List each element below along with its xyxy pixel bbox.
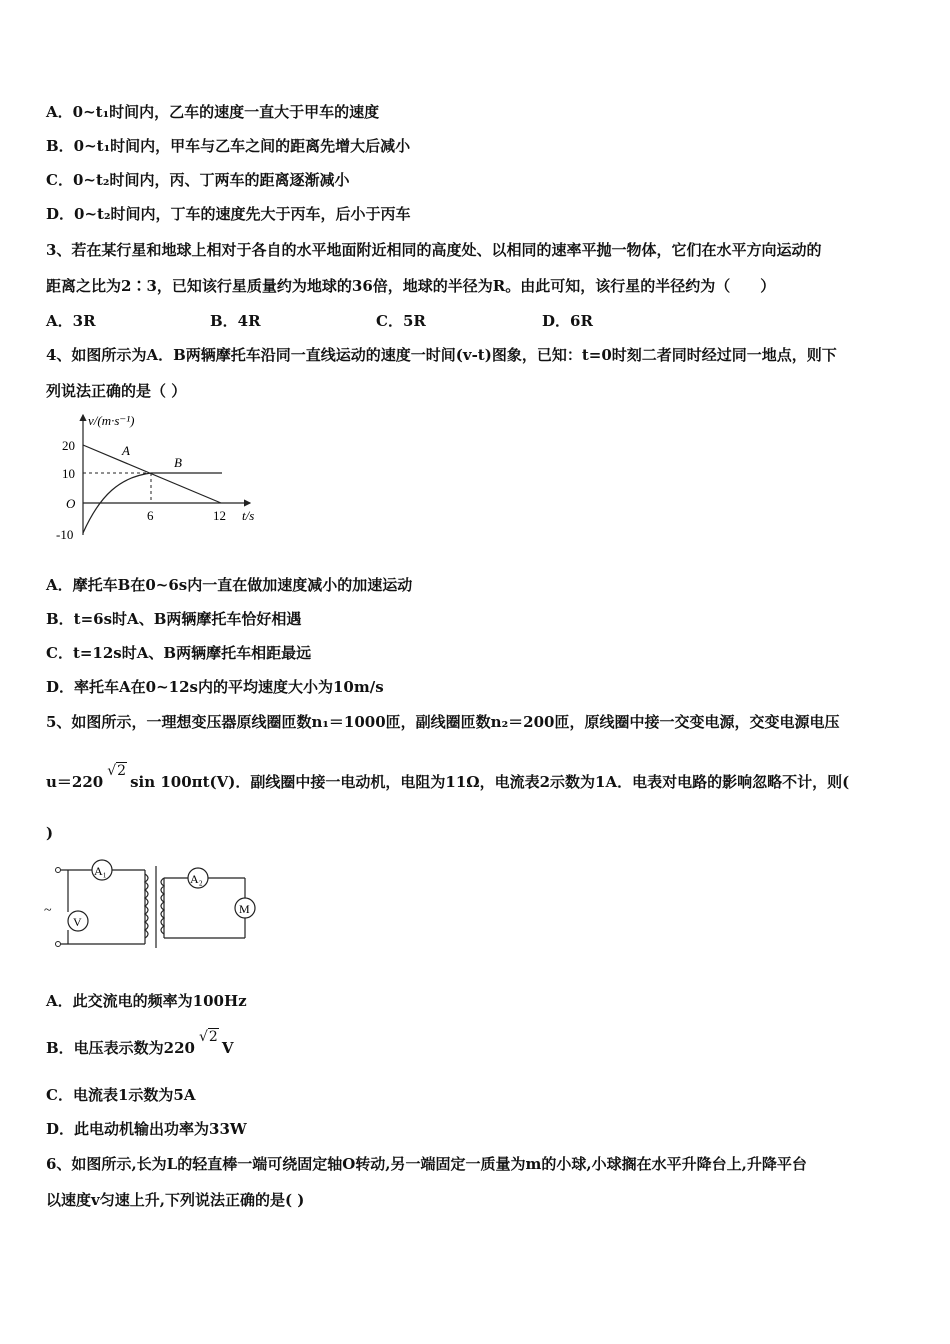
q3-stem-line1: 3、若在某行星和地球上相对于各自的水平地面附近相同的高度处、以相同的速率平抛一物体，它们在水平方向运动的 bbox=[46, 241, 822, 259]
q4-option-d: D．率托车A在0~12s内的平均速度大小为10m/s bbox=[46, 678, 384, 696]
motor-label: M bbox=[239, 902, 250, 916]
sqrt-radicand: 2 bbox=[117, 763, 127, 779]
graph-tick-20: 20 bbox=[62, 438, 75, 453]
ammeter2-label: A₂ bbox=[190, 872, 203, 886]
q5-stem-line1: 5、如图所示，一理想变压器原线圈匝数n₁＝1000匝，副线圈匝数n₂＝200匝，原线圈中接一交变电源，交变电源电压 bbox=[46, 713, 840, 731]
q5-option-a: A．此交流电的频率为100Hz bbox=[46, 992, 247, 1010]
graph-y-label: v/(m·s⁻¹) bbox=[88, 413, 135, 428]
ammeter1-label: A₁ bbox=[94, 864, 107, 878]
q3-option-a: A．3R bbox=[46, 312, 96, 330]
q5-voltage-rest: sin 100πt(V)．副线圈中接一电动机，电阻为11Ω，电流表2示数为1A．电表对电路的影响忽略不计，则( bbox=[130, 773, 850, 791]
vt-graph bbox=[50, 405, 270, 555]
q5-stem-line2 bbox=[46, 763, 850, 793]
graph-tick-12: 12 bbox=[213, 508, 226, 523]
sqrt-symbol: √2 bbox=[107, 763, 127, 779]
q5-option-d: D．此电动机输出功率为33W bbox=[46, 1120, 247, 1138]
transformer-circuit bbox=[40, 852, 270, 957]
q4-stem-line2: 列说法正确的是（ ） bbox=[46, 382, 187, 400]
q4-option-b: B．t=6s时A、B两辆摩托车恰好相遇 bbox=[46, 610, 302, 628]
q6-stem-line1: 6、如图所示,长为L的轻直棒一端可绕固定轴O转动,另一端固定一质量为m的小球,小球搁在水平升降台上,升降平台 bbox=[46, 1155, 807, 1173]
prev-option-c: C．0~t₂时间内，丙、丁两车的距离逐渐减小 bbox=[46, 171, 350, 189]
q3-option-d: D．6R bbox=[542, 312, 593, 330]
q4-option-c: C．t=12s时A、B两辆摩托车相距最远 bbox=[46, 644, 312, 662]
q5-option-c: C．电流表1示数为5A bbox=[46, 1086, 196, 1104]
graph-x-label: t/s bbox=[242, 508, 255, 523]
sqrt-radicand: 2 bbox=[208, 1029, 218, 1045]
q4-option-a: A．摩托车B在0~6s内一直在做加速度减小的加速运动 bbox=[46, 576, 413, 594]
graph-tick-10: 10 bbox=[62, 466, 75, 481]
q3-stem-line2: 距离之比为2∶3，已知该行星质量约为地球的36倍，地球的半径为R。由此可知，该行星的半径约为（ ） bbox=[46, 277, 776, 295]
line-a bbox=[83, 445, 221, 503]
graph-label-a: A bbox=[122, 443, 130, 458]
graph-tick-neg10: -10 bbox=[56, 527, 74, 542]
graph-tick-6: 6 bbox=[147, 508, 154, 523]
q5-option-b-prefix: B．电压表示数为220 bbox=[46, 1039, 195, 1057]
q6-stem-line2: 以速度v匀速上升,下列说法正确的是( ) bbox=[46, 1191, 305, 1209]
prev-option-b: B．0~t₁时间内，甲车与乙车之间的距离先增大后减小 bbox=[46, 137, 411, 155]
voltmeter-label: V bbox=[73, 915, 82, 929]
q5-option-b bbox=[46, 1029, 234, 1059]
sqrt-symbol: √2 bbox=[199, 1029, 218, 1045]
q5-voltage-prefix: u＝220 bbox=[46, 773, 104, 791]
q3-option-c: C．5R bbox=[376, 312, 426, 330]
q3-option-b: B．4R bbox=[210, 312, 261, 330]
q4-stem-line1: 4、如图所示为A．B两辆摩托车沿同一直线运动的速度一时间(v-t)图象，已知：t=0时刻二者同时经过同一地点，则下 bbox=[46, 346, 837, 364]
ac-source-icon: ~ bbox=[44, 903, 52, 918]
graph-tick-origin: O bbox=[66, 496, 76, 511]
q5-stem-line3: ) bbox=[46, 824, 54, 842]
graph-label-b: B bbox=[174, 455, 182, 470]
prev-option-d: D．0~t₂时间内，丁车的速度先大于丙车，后小于丙车 bbox=[46, 205, 411, 223]
prev-option-a: A．0~t₁时间内，乙车的速度一直大于甲车的速度 bbox=[46, 103, 380, 121]
q5-option-b-unit: V bbox=[221, 1039, 234, 1057]
